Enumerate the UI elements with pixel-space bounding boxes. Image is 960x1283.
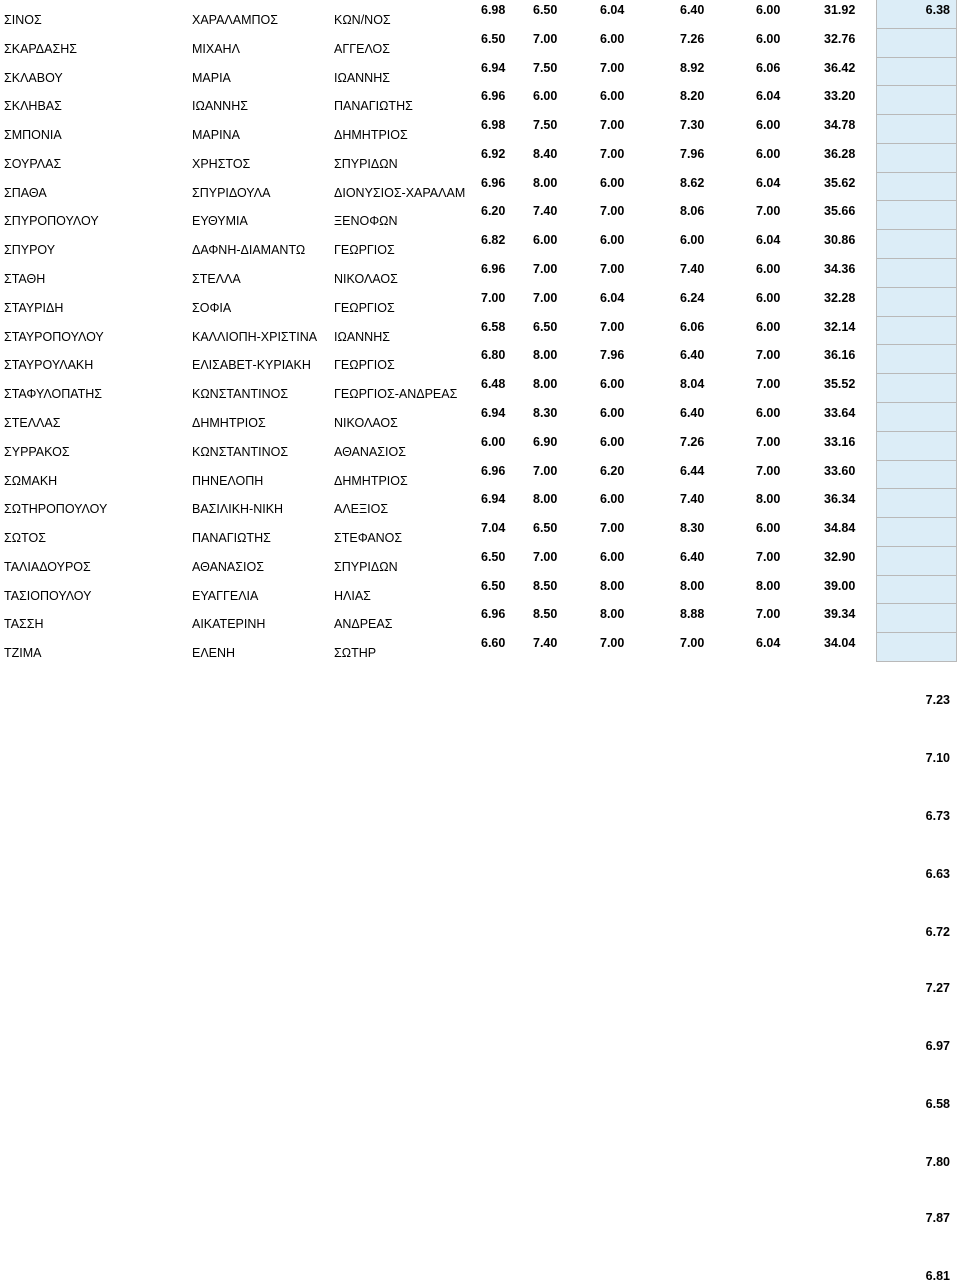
grade-1-cell: 6.94 (481, 61, 506, 75)
grade-3-cell: 6.04 (600, 291, 625, 305)
grade-5-cell: 6.00 (756, 320, 781, 334)
surname-cell: ΤΑΣΣΗ (4, 617, 44, 631)
grade-2-cell: 6.50 (533, 521, 558, 535)
sum-cell: 32.28 (824, 291, 856, 305)
grade-4-cell: 6.40 (680, 348, 705, 362)
grade-1-cell: 6.94 (481, 492, 506, 506)
grade-3-cell: 6.00 (600, 406, 625, 420)
sum-cell: 35.52 (824, 377, 856, 391)
first-name-cell: ΕΛΙΣΑΒΕΤ-ΚΥΡΙΑΚΗ (192, 358, 311, 372)
grade-3-cell: 8.00 (600, 579, 625, 593)
father-name-cell: ΙΩΑΝΝΗΣ (334, 330, 390, 344)
first-name-cell: ΒΑΣΙΛΙΚΗ-ΝΙΚΗ (192, 502, 284, 516)
sum-cell: 36.28 (824, 147, 856, 161)
grade-1-cell: 6.96 (481, 89, 506, 103)
surname-cell: ΣΩΜΑΚΗ (4, 474, 58, 488)
grade-5-cell: 6.04 (756, 176, 781, 190)
grade-3-cell: 6.04 (600, 3, 625, 17)
grade-5-cell: 6.04 (756, 636, 781, 650)
grade-1-cell: 7.04 (481, 521, 506, 535)
grade-5-cell: 6.00 (756, 406, 781, 420)
surname-cell: ΣΠΥΡΟΠΟΥΛΟΥ (4, 214, 99, 228)
grade-1-cell: 6.98 (481, 118, 506, 132)
average-value: 6.81 (925, 1269, 950, 1283)
total-cell (876, 0, 957, 29)
father-name-cell: ΣΤΕΦΑΝΟΣ (334, 531, 403, 545)
grade-5-cell: 6.00 (756, 118, 781, 132)
grade-5-cell: 7.00 (756, 607, 781, 621)
grade-1-cell: 6.82 (481, 233, 506, 247)
sum-cell: 33.60 (824, 464, 856, 478)
first-name-cell: ΕΥΘΥΜΙΑ (192, 214, 248, 228)
grade-3-cell: 7.96 (600, 348, 625, 362)
sum-cell: 36.16 (824, 348, 856, 362)
average-value: 7.80 (925, 1155, 950, 1169)
grade-2-cell: 6.50 (533, 3, 558, 17)
father-name-cell: ΗΛΙΑΣ (334, 589, 371, 603)
grade-2-cell: 6.00 (533, 233, 558, 247)
grade-4-cell: 7.30 (680, 118, 705, 132)
grade-5-cell: 6.06 (756, 61, 781, 75)
father-name-cell: ΓΕΩΡΓΙΟΣ (334, 243, 395, 257)
father-name-cell: ΑΘΑΝΑΣΙΟΣ (334, 445, 406, 459)
sum-cell: 34.36 (824, 262, 856, 276)
surname-cell: ΣΥΡΡΑΚΟΣ (4, 445, 70, 459)
grade-4-cell: 6.00 (680, 233, 705, 247)
father-name-cell: ΣΠΥΡΙΔΩΝ (334, 157, 398, 171)
first-name-cell: ΣΟΦΙΑ (192, 301, 232, 315)
grade-1-cell: 6.20 (481, 204, 506, 218)
grade-3-cell: 6.00 (600, 176, 625, 190)
grade-1-cell: 7.00 (481, 291, 506, 305)
total-cell (876, 288, 957, 317)
sum-cell: 32.90 (824, 550, 856, 564)
grade-2-cell: 7.00 (533, 262, 558, 276)
grade-2-cell: 6.50 (533, 320, 558, 334)
grade-2-cell: 8.50 (533, 579, 558, 593)
first-name-cell: ΠΑΝΑΓΙΩΤΗΣ (192, 531, 271, 545)
average-value: 7.27 (925, 981, 950, 995)
grade-2-cell: 8.00 (533, 492, 558, 506)
grade-2-cell: 7.50 (533, 118, 558, 132)
sum-cell: 32.76 (824, 32, 856, 46)
average-value: 6.58 (925, 1097, 950, 1111)
average-value: 6.63 (925, 867, 950, 881)
grade-5-cell: 8.00 (756, 492, 781, 506)
total-cell (876, 29, 957, 58)
first-name-cell: ΚΩΝΣΤΑΝΤΙΝΟΣ (192, 445, 289, 459)
grade-3-cell: 7.00 (600, 204, 625, 218)
surname-cell: ΣΟΥΡΛΑΣ (4, 157, 62, 171)
grade-4-cell: 8.88 (680, 607, 705, 621)
grade-3-cell: 7.00 (600, 320, 625, 334)
first-name-cell: ΚΩΝΣΤΑΝΤΙΝΟΣ (192, 387, 289, 401)
grade-3-cell: 6.00 (600, 377, 625, 391)
grade-1-cell: 6.48 (481, 377, 506, 391)
sum-cell: 35.62 (824, 176, 856, 190)
grade-4-cell: 6.40 (680, 3, 705, 17)
surname-cell: ΣΠΥΡΟΥ (4, 243, 56, 257)
grade-4-cell: 8.00 (680, 579, 705, 593)
sum-cell: 39.00 (824, 579, 856, 593)
surname-cell: ΣΜΠΟΝΙΑ (4, 128, 62, 142)
father-name-cell: ΞΕΝΟΦΩΝ (334, 214, 398, 228)
grade-5-cell: 8.00 (756, 579, 781, 593)
grade-4-cell: 8.92 (680, 61, 705, 75)
grade-3-cell: 7.00 (600, 147, 625, 161)
first-name-cell: ΔΑΦΝΗ-ΔΙΑΜΑΝΤΩ (192, 243, 306, 257)
father-name-cell: ΝΙΚΟΛΑΟΣ (334, 272, 398, 286)
grade-3-cell: 7.00 (600, 61, 625, 75)
grade-4-cell: 6.06 (680, 320, 705, 334)
total-cell (876, 201, 957, 230)
first-name-cell: ΜΑΡΙΑ (192, 71, 231, 85)
grade-1-cell: 6.60 (481, 636, 506, 650)
first-name-cell: ΑΘΑΝΑΣΙΟΣ (192, 560, 264, 574)
row-divider (876, 661, 957, 662)
surname-cell: ΣΤΑΥΡΙΔΗ (4, 301, 64, 315)
average-value: 6.72 (925, 925, 950, 939)
total-cell (876, 173, 957, 201)
father-name-cell: ΣΩΤΗΡ (334, 646, 377, 660)
grade-2-cell: 8.50 (533, 607, 558, 621)
sum-cell: 34.04 (824, 636, 856, 650)
grade-2-cell: 8.00 (533, 176, 558, 190)
sum-cell: 36.34 (824, 492, 856, 506)
surname-cell: ΣΠΑΘΑ (4, 186, 47, 200)
father-name-cell: ΚΩΝ/ΝΟΣ (334, 13, 391, 27)
first-name-cell: ΠΗΝΕΛΟΠΗ (192, 474, 264, 488)
grade-5-cell: 6.00 (756, 291, 781, 305)
grade-1-cell: 6.98 (481, 3, 506, 17)
grade-3-cell: 6.00 (600, 233, 625, 247)
grade-3-cell: 7.00 (600, 262, 625, 276)
average-value: 7.23 (925, 693, 950, 707)
surname-cell: ΣΤΑΥΡΟΠΟΥΛΟΥ (4, 330, 104, 344)
sum-cell: 32.14 (824, 320, 856, 334)
grade-5-cell: 7.00 (756, 204, 781, 218)
grade-4-cell: 8.62 (680, 176, 705, 190)
surname-cell: ΣΩΤΟΣ (4, 531, 46, 545)
first-name-cell: ΙΩΑΝΝΗΣ (192, 99, 248, 113)
grade-5-cell: 7.00 (756, 348, 781, 362)
grade-3-cell: 6.00 (600, 435, 625, 449)
father-name-cell: ΔΗΜΗΤΡΙΟΣ (334, 128, 408, 142)
grade-4-cell: 6.44 (680, 464, 705, 478)
grade-4-cell: 7.40 (680, 262, 705, 276)
surname-cell: ΤΑΛΙΑΔΟΥΡΟΣ (4, 560, 91, 574)
father-name-cell: ΑΝΔΡΕΑΣ (334, 617, 393, 631)
first-name-cell: ΜΙΧΑΗΛ (192, 42, 240, 56)
father-name-cell: ΓΕΩΡΓΙΟΣ-ΑΝΔΡΕΑΣ (334, 387, 458, 401)
grade-3-cell: 7.00 (600, 636, 625, 650)
surname-cell: ΣΤΑΥΡΟΥΛΑΚΗ (4, 358, 94, 372)
grade-4-cell: 7.26 (680, 32, 705, 46)
grade-4-cell: 7.26 (680, 435, 705, 449)
sum-cell: 36.42 (824, 61, 856, 75)
father-name-cell: ΓΕΩΡΓΙΟΣ (334, 358, 395, 372)
father-name-cell: ΝΙΚΟΛΑΟΣ (334, 416, 398, 430)
average-value: 6.38 (925, 3, 950, 17)
grade-2-cell: 8.00 (533, 348, 558, 362)
sum-cell: 34.84 (824, 521, 856, 535)
first-name-cell: ΑΙΚΑΤΕΡΙΝΗ (192, 617, 266, 631)
surname-cell: ΣΚΛΑΒΟΥ (4, 71, 63, 85)
grade-3-cell: 7.00 (600, 118, 625, 132)
grade-2-cell: 7.40 (533, 636, 558, 650)
grade-2-cell: 7.00 (533, 550, 558, 564)
total-cell (876, 58, 957, 86)
grade-3-cell: 6.00 (600, 492, 625, 506)
first-name-cell: ΜΑΡΙΝΑ (192, 128, 240, 142)
father-name-cell: ΑΛΕΞΙΟΣ (334, 502, 389, 516)
average-value: 7.87 (925, 1211, 950, 1225)
grade-4-cell: 7.40 (680, 492, 705, 506)
total-cell (876, 317, 957, 345)
surname-cell: ΣΩΤΗΡΟΠΟΥΛΟΥ (4, 502, 108, 516)
father-name-cell: ΣΠΥΡΙΔΩΝ (334, 560, 398, 574)
grade-1-cell: 6.94 (481, 406, 506, 420)
grade-3-cell: 6.00 (600, 550, 625, 564)
grade-2-cell: 7.50 (533, 61, 558, 75)
grade-5-cell: 7.00 (756, 435, 781, 449)
grade-2-cell: 7.00 (533, 291, 558, 305)
grade-4-cell: 8.06 (680, 204, 705, 218)
grade-2-cell: 8.40 (533, 147, 558, 161)
surname-cell: ΣΚΑΡΔΑΣΗΣ (4, 42, 77, 56)
grade-5-cell: 7.00 (756, 464, 781, 478)
first-name-cell: ΧΑΡΑΛΑΜΠΟΣ (192, 13, 278, 27)
grade-3-cell: 6.00 (600, 32, 625, 46)
grade-4-cell: 8.30 (680, 521, 705, 535)
grade-5-cell: 6.04 (756, 89, 781, 103)
sum-cell: 39.34 (824, 607, 856, 621)
total-cell (876, 144, 957, 173)
sum-cell: 34.78 (824, 118, 856, 132)
total-cell (876, 259, 957, 288)
grade-4-cell: 6.24 (680, 291, 705, 305)
sum-cell: 31.92 (824, 3, 856, 17)
sum-cell: 33.64 (824, 406, 856, 420)
father-name-cell: ΔΗΜΗΤΡΙΟΣ (334, 474, 408, 488)
average-value: 6.73 (925, 809, 950, 823)
grade-2-cell: 6.90 (533, 435, 558, 449)
first-name-cell: ΣΤΕΛΛΑ (192, 272, 241, 286)
grade-4-cell: 8.20 (680, 89, 705, 103)
grade-5-cell: 6.00 (756, 32, 781, 46)
first-name-cell: ΣΠΥΡΙΔΟΥΛΑ (192, 186, 271, 200)
grade-4-cell: 7.96 (680, 147, 705, 161)
grade-5-cell: 6.00 (756, 3, 781, 17)
first-name-cell: ΧΡΗΣΤΟΣ (192, 157, 251, 171)
grade-1-cell: 6.96 (481, 607, 506, 621)
grade-5-cell: 6.00 (756, 147, 781, 161)
grade-4-cell: 8.04 (680, 377, 705, 391)
sum-cell: 33.16 (824, 435, 856, 449)
grade-3-cell: 8.00 (600, 607, 625, 621)
average-value: 7.10 (925, 751, 950, 765)
grade-1-cell: 6.92 (481, 147, 506, 161)
surname-cell: ΤΖΙΜΑ (4, 646, 42, 660)
surname-cell: ΣΚΛΗΒΑΣ (4, 99, 62, 113)
father-name-cell: ΓΕΩΡΓΙΟΣ (334, 301, 395, 315)
father-name-cell: ΠΑΝΑΓΙΩΤΗΣ (334, 99, 413, 113)
grade-3-cell: 7.00 (600, 521, 625, 535)
grade-2-cell: 8.00 (533, 377, 558, 391)
grade-3-cell: 6.00 (600, 89, 625, 103)
first-name-cell: ΕΥΑΓΓΕΛΙΑ (192, 589, 259, 603)
grade-4-cell: 7.00 (680, 636, 705, 650)
grade-3-cell: 6.20 (600, 464, 625, 478)
surname-cell: ΤΑΣΙΟΠΟΥΛΟΥ (4, 589, 92, 603)
total-cell (876, 115, 957, 144)
grade-1-cell: 6.80 (481, 348, 506, 362)
first-name-cell: ΕΛΕΝΗ (192, 646, 236, 660)
father-name-cell: ΑΓΓΕΛΟΣ (334, 42, 390, 56)
sum-cell: 33.20 (824, 89, 856, 103)
grade-5-cell: 7.00 (756, 550, 781, 564)
surname-cell: ΣΤΑΘΗ (4, 272, 46, 286)
grade-4-cell: 6.40 (680, 406, 705, 420)
average-value: 6.97 (925, 1039, 950, 1053)
grade-2-cell: 7.40 (533, 204, 558, 218)
grade-2-cell: 6.00 (533, 89, 558, 103)
sum-cell: 30.86 (824, 233, 856, 247)
grade-2-cell: 7.00 (533, 32, 558, 46)
sum-cell: 35.66 (824, 204, 856, 218)
grade-5-cell: 6.00 (756, 262, 781, 276)
grade-2-cell: 8.30 (533, 406, 558, 420)
grade-1-cell: 6.96 (481, 464, 506, 478)
grade-1-cell: 6.50 (481, 550, 506, 564)
grade-1-cell: 6.58 (481, 320, 506, 334)
total-cell (876, 86, 957, 115)
grade-1-cell: 6.96 (481, 262, 506, 276)
grade-5-cell: 6.00 (756, 521, 781, 535)
first-name-cell: ΚΑΛΛΙΟΠΗ-ΧΡΙΣΤΙΝΑ (192, 330, 318, 344)
grade-5-cell: 6.04 (756, 233, 781, 247)
first-name-cell: ΔΗΜΗΤΡΙΟΣ (192, 416, 266, 430)
surname-cell: ΣΙΝΟΣ (4, 13, 42, 27)
grade-5-cell: 7.00 (756, 377, 781, 391)
grade-2-cell: 7.00 (533, 464, 558, 478)
grade-1-cell: 6.96 (481, 176, 506, 190)
total-cell (876, 230, 957, 259)
father-name-cell: ΙΩΑΝΝΗΣ (334, 71, 390, 85)
total-cell (876, 345, 957, 707)
surname-cell: ΣΤΑΦΥΛΟΠΑΤΗΣ (4, 387, 103, 401)
grade-1-cell: 6.00 (481, 435, 506, 449)
surname-cell: ΣΤΕΛΛΑΣ (4, 416, 61, 430)
grade-1-cell: 6.50 (481, 32, 506, 46)
father-name-cell: ΔΙΟΝΥΣΙΟΣ-ΧΑΡΑΛΑΜ (334, 186, 466, 200)
grade-1-cell: 6.50 (481, 579, 506, 593)
grade-4-cell: 6.40 (680, 550, 705, 564)
